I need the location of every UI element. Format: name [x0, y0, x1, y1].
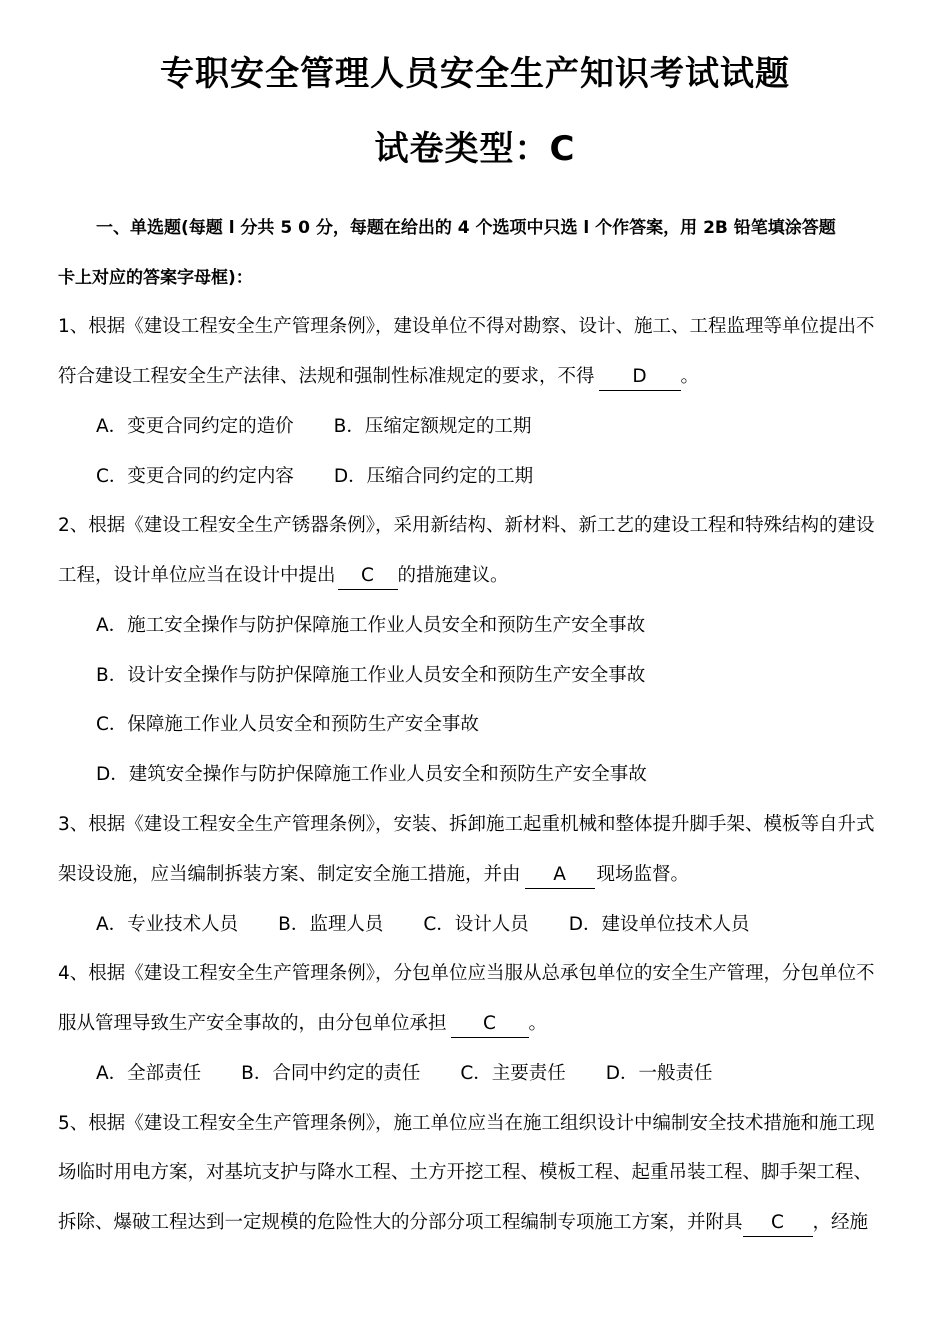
q5-answer-blank: C: [743, 1210, 813, 1237]
q3-text-post: 现场监督。: [596, 864, 690, 885]
exam-type: 试卷类型：C: [374, 129, 576, 169]
q3-answer-blank: A: [525, 862, 595, 889]
q1-option-b: B．压缩定额规定的工期: [333, 416, 532, 437]
q4-option-a: A．全部责任: [96, 1063, 202, 1084]
q3-options-row: [96, 910, 932, 940]
q4-option-b: B．合同中约定的责任: [241, 1063, 421, 1084]
q1-text-post: 。: [680, 366, 700, 387]
q5-text-pre: 拆除、爆破工程达到一定规模的危险性大的分部分项工程编制专项施工方案，并附具: [58, 1212, 743, 1233]
q5-text-line1: 5、根据《建设工程安全生产管理条例》，施工单位应当在施工组织设计中编制安全技术措施和施工现: [58, 1113, 875, 1134]
q4-text-post: 。: [528, 1013, 548, 1034]
q1-option-d: D．压缩合同约定的工期: [333, 466, 534, 487]
q3-text-line2: [58, 860, 894, 890]
q4-text-line2: [58, 1009, 894, 1039]
q1-option-a: A．变更合同约定的造价: [96, 416, 294, 437]
q1-text-line2: [58, 362, 894, 392]
q3-option-c: C．设计人员: [423, 914, 529, 935]
q2-option-a: A．施工安全操作与防护保障施工作业人员安全和预防生产安全事故: [96, 615, 646, 636]
q2-text-line1: 2、根据《建设工程安全生产锈器条例》，采用新结构、新材料、新工艺的建设工程和特殊结构的建设: [58, 515, 875, 536]
q5-text-post: ，经施: [812, 1212, 869, 1233]
q4-text-pre: 服从管理导致生产安全事故的，由分包单位承担: [58, 1013, 447, 1034]
q3-option-a: A．专业技术人员: [96, 914, 239, 935]
q1-options-row1: [96, 412, 932, 442]
q2-text-post: 的措施建议。: [397, 565, 509, 586]
q5-text-line3: [58, 1208, 894, 1238]
q1-text-line1: 1、根据《建设工程安全生产管理条例》，建设单位不得对勘察、设计、施工、工程监理等单位提出不: [58, 316, 875, 337]
q3-text-pre: 架设设施，应当编制拆装方案、制定安全施工措施，并由: [58, 864, 521, 885]
q2-option-b: B．设计安全操作与防护保障施工作业人员安全和预防生产安全事故: [96, 665, 646, 686]
section-heading-line1: 一、单选题(每题 l 分共 5 0 分，每题在给出的 4 个选项中只选 l 个作答案，用 2B 铅笔填涂答题: [96, 218, 836, 238]
q1-option-c: C．变更合同的约定内容: [96, 466, 294, 487]
q3-option-d: D．建设单位技术人员: [568, 914, 750, 935]
q2-text-line2: [58, 561, 894, 591]
q1-text-pre: 符合建设工程安全生产法律、法规和强制性标准规定的要求，不得: [58, 366, 595, 387]
q2-option-d: D．建筑安全操作与防护保障施工作业人员安全和预防生产安全事故: [96, 764, 647, 785]
q1-answer-blank: D: [599, 364, 681, 391]
q3-option-b: B．监理人员: [278, 914, 384, 935]
q5-text-line2: 场临时用电方案，对基坑支护与降水工程、土方开挖工程、模板工程、起重吊装工程、脚手架工程、: [58, 1162, 873, 1183]
q4-option-c: C．主要责任: [460, 1063, 566, 1084]
q4-option-d: D．一般责任: [605, 1063, 713, 1084]
q4-options-row: [96, 1059, 932, 1089]
q3-text-line1: 3、根据《建设工程安全生产管理条例》，安装、拆卸施工起重机械和整体提升脚手架、模板等自升式: [58, 814, 875, 835]
q2-text-pre: 工程，设计单位应当在设计中提出: [58, 565, 336, 586]
q2-option-c: C．保障施工作业人员安全和预防生产安全事故: [96, 714, 479, 735]
q4-text-line1: 4、根据《建设工程安全生产管理条例》，分包单位应当服从总承包单位的安全生产管理，分包单位不: [58, 963, 875, 984]
section-heading-line2: 卡上对应的答案字母框)：: [58, 268, 253, 288]
q4-answer-blank: C: [451, 1011, 529, 1038]
q2-answer-blank: C: [338, 563, 398, 590]
q1-options-row2: [96, 462, 932, 492]
exam-title: 专职安全管理人员安全生产知识考试试题: [160, 54, 790, 94]
